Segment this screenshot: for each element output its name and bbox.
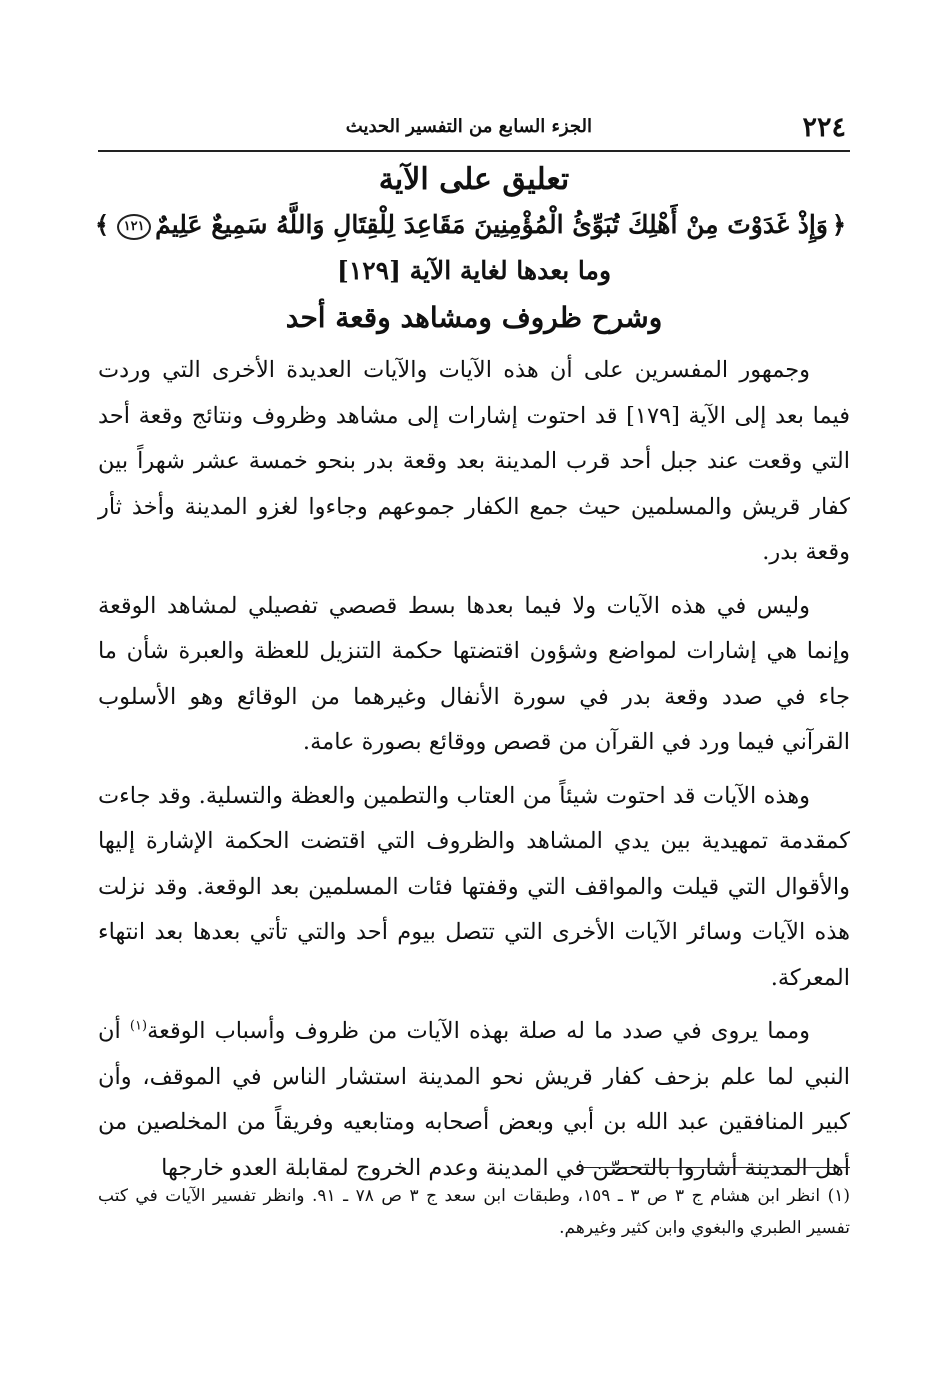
- footnote-divider: [582, 1167, 850, 1168]
- section-subtitle-2: وشرح ظروف ومشاهد وقعة أحد: [285, 301, 663, 334]
- paragraph: وجمهور المفسرين على أن هذه الآيات والآيات العديدة الأخرى التي وردت فيما بعد إلى الآية [١٧٩] قد احتوت إشارات إلى مشاهد وظروف ونتائج وقعة أحد التي وقعت عند جبل أحد قرب المدينة بعد وقعة بدر بنحو خمسة عشر شهراً بين كفار قريش والمسلمين حيث جمع الكفار جموعهم وجاءوا لغزو المدينة وأخذ ثأر وقعة بدر.: [98, 357, 850, 565]
- paragraph-text-end: أن النبي لما علم بزحف كفار قريش نحو المدينة استشار الناس في الموقف، وأن كبير المنافقين عبد الله بن أبي وبعض أصحابه ومتابعيه وفريقاً من المخلصين من أهل المدينة أشاروا بالتحصّن في المدينة وعدم الخروج لمقابلة العدو خارجها: [98, 1018, 850, 1181]
- verse-close-bracket: ﴾: [95, 210, 110, 239]
- quran-verse: [95, 202, 850, 248]
- page-number: ٢٢٤: [802, 112, 846, 143]
- paragraph: وليس في هذه الآيات ولا فيما بعدها بسط قصصي تفصيلي لمشاهد الوقعة وإنما هي إشارات لمواضع وشؤون اقتضتها حكمة التنزيل للعظة والعبرة شأن ما جاء في صدد وقعة بدر في سورة الأنفال وغيرهما من الوقائع وهو الأسلوب القرآني فيما ورد في القرآن من قصص ووقائع بصورة عامة.: [98, 592, 850, 755]
- running-header: [98, 110, 850, 152]
- paragraph: وهذه الآيات قد احتوت شيئاً من العتاب والتطمين والعظة والتسلية. وقد جاءت كمقدمة تمهيدية بين يدي المشاهد والظروف التي اقتضت الحكمة الإشارة إليها والأقوال التي قيلت والمواقف التي وقفتها فئات المسلمين بعد الوقعة. وقد نزلت هذه الآيات وسائر الآيات الأخرى التي تتصل بيوم أحد والتي تأتي بعدها بعد انتهاء المعركة.: [98, 782, 850, 991]
- body-text: [98, 348, 850, 1199]
- footnote: (١) انظر ابن هشام ج ٣ ص ٣ ـ ١٥٩، وطبقات ابن سعد ج ٣ ص ٧٨ ـ ٩١. وانظر تفسير الآيات في كتب تفسير الطبري والبغوي وابن كثير وغيرهم.: [98, 1186, 850, 1238]
- section-subtitle: وما بعدها لغاية الآية [١٢٩]: [336, 256, 612, 285]
- section-title-block: [95, 158, 850, 342]
- footnote-reference[interactable]: (١): [129, 1018, 148, 1034]
- paragraph: [98, 1009, 850, 1191]
- verse-number-medallion: ١٢١: [117, 214, 151, 240]
- section-title: تعليق على الآية: [378, 162, 570, 197]
- verse-open-bracket: ﴿: [831, 210, 846, 239]
- running-title: الجزء السابع من التفسير الحديث: [345, 116, 592, 137]
- verse-text: وَإِذْ غَدَوْتَ مِنْ أَهْلِكَ تُبَوِّئُ الْمُؤْمِنِينَ مَقَاعِدَ لِلْقِتَالِ وَاللَّهُ سَمِيعٌ عَلِيمٌ: [155, 210, 828, 239]
- paragraph-text-start: ومما يروى في صدد ما له صلة بهذه الآيات من ظروف وأسباب الوقعة: [147, 1018, 810, 1044]
